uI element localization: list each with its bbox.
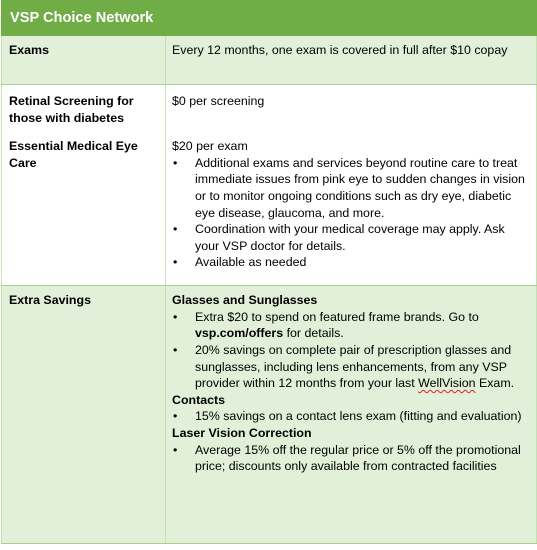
list-item: • Average 15% off the regular price or 5% off the promotional price; discounts only available from contracted facilities	[172, 442, 529, 475]
benefits-table	[1, 0, 537, 544]
medical-price: $20 per exam	[172, 139, 248, 154]
glasses-b1-tail: for details.	[283, 326, 344, 341]
glasses-bullet-list	[172, 309, 529, 392]
offers-link[interactable]: vsp.com/offers	[195, 326, 284, 341]
table-row	[2, 132, 537, 286]
row-label-medical: Essential Medical Eye Care	[2, 132, 166, 286]
row-label-exams: Exams	[2, 36, 166, 85]
row-value-medical	[166, 132, 537, 286]
wellvision-word: WellVision	[418, 376, 476, 391]
table-title: VSP Choice Network	[2, 1, 537, 36]
contacts-bullet-list	[172, 408, 529, 425]
list-item: • 15% savings on a contact lens exam (fitting and evaluation)	[172, 408, 529, 425]
list-item: • Coordination with your medical coverage may apply. Ask your VSP doctor for details.	[172, 221, 529, 254]
glasses-b2-tail: Exam.	[475, 376, 515, 391]
row-value-exams: Every 12 months, one exam is covered in full after $10 copay	[166, 36, 537, 85]
list-item: • Additional exams and services beyond routine care to treat immediate issues from pink eye to sudden changes in vision or to monitor ongoing conditions such as dry eye, diabetic eye disease, glaucoma, and more.	[172, 155, 529, 221]
glasses-heading: Glasses and Sunglasses	[172, 293, 318, 308]
table-row	[2, 85, 537, 133]
glasses-b2-text: 20% savings on complete pair of prescription glasses and sunglasses, including lens enhancements, from any VSP provider within 12 months from your last	[195, 342, 512, 391]
list-item: • Available as needed	[172, 254, 529, 271]
contacts-heading: Contacts	[172, 392, 226, 407]
row-value-savings	[166, 286, 537, 544]
list-item	[172, 342, 529, 392]
medical-bullet-list	[172, 155, 529, 271]
row-label-savings: Extra Savings	[2, 286, 166, 544]
glasses-b1-text: Extra $20 to spend on featured frame brands. Go to	[195, 309, 479, 324]
table-row	[2, 36, 537, 85]
laser-bullet-list	[172, 442, 529, 475]
table-row	[2, 286, 537, 544]
list-item	[172, 309, 529, 342]
header-row	[2, 1, 537, 36]
laser-heading: Laser Vision Correction	[172, 425, 312, 440]
row-value-retinal: $0 per screening	[166, 85, 537, 133]
row-label-retinal: Retinal Screening for those with diabetes	[2, 85, 166, 133]
